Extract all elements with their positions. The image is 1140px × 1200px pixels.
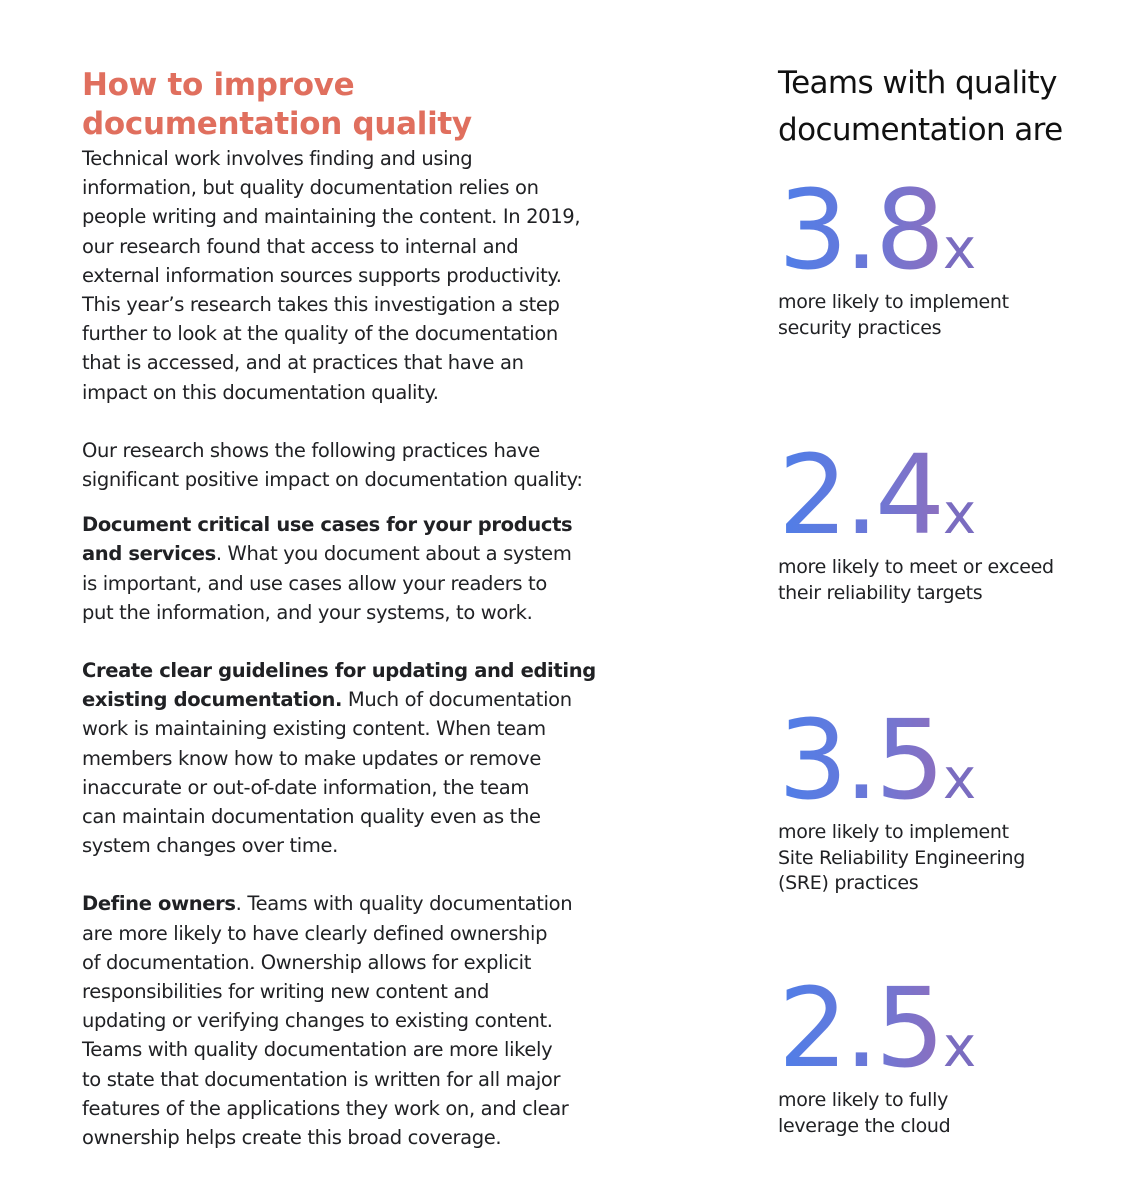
- stat-description: [778, 820, 1118, 897]
- text-line: that is accessed, and at practices that have an: [82, 351, 524, 375]
- stats-heading: [778, 60, 1118, 154]
- text-line: Technical work involves finding and using: [82, 147, 473, 170]
- practice-guidelines: [82, 656, 596, 860]
- text-line: [82, 889, 573, 918]
- stat-multiplier: x: [942, 1015, 977, 1080]
- text-line: are more likely to have clearly defined ownership: [82, 921, 548, 945]
- desc-line: leverage the cloud: [778, 1114, 951, 1137]
- stat-reliability: [778, 431, 1118, 606]
- heading-line: documentation are: [778, 112, 1063, 148]
- practice-use-cases: [82, 510, 573, 627]
- stat-number: 3.5: [778, 696, 941, 824]
- text-fragment: Much of documentation: [342, 688, 572, 712]
- body-content: [82, 144, 596, 1152]
- practice-heading: Document critical use cases for your products: [82, 513, 573, 537]
- stat-number: 2.5: [778, 964, 941, 1092]
- text-line: features of the applications they work on, and clear: [82, 1096, 569, 1120]
- text-line: information, but quality documentation relies on: [82, 176, 539, 200]
- stat-value: [778, 964, 1118, 1092]
- text-fragment: . Teams with quality documentation: [235, 892, 573, 916]
- desc-line: more likely to implement: [778, 821, 1009, 843]
- text-line: further to look at the quality of the documentation: [82, 322, 558, 346]
- text-line: responsibilities for writing new content and: [82, 980, 490, 1004]
- text-line: people writing and maintaining the content. In 2019,: [82, 205, 581, 229]
- text-line: [82, 539, 572, 568]
- text-line: [82, 685, 572, 714]
- text-line: ownership helps create this broad coverage.: [82, 1126, 502, 1150]
- desc-line: their reliability targets: [778, 581, 983, 604]
- text-line: This year’s research takes this investigation a step: [82, 293, 560, 317]
- desc-line: more likely to fully: [778, 1089, 949, 1111]
- stat-multiplier: x: [942, 482, 977, 547]
- text-line: inaccurate or out-of-date information, the team: [82, 775, 530, 799]
- text-line: significant positive impact on documentation quality:: [82, 468, 583, 492]
- desc-line: more likely to meet or exceed: [778, 556, 1054, 578]
- desc-line: security practices: [778, 316, 942, 339]
- stat-sre: [778, 696, 1118, 897]
- title-line: documentation quality: [82, 106, 472, 142]
- text-line: Our research shows the following practices have: [82, 438, 540, 462]
- desc-line: (SRE) practices: [778, 872, 919, 894]
- stat-value: [778, 431, 1118, 559]
- text-line: updating or verifying changes to existing content.: [82, 1009, 553, 1033]
- text-line: external information sources supports productivity.: [82, 263, 562, 287]
- practice-heading: and services: [82, 542, 216, 566]
- title-line: How to improve: [82, 67, 355, 103]
- practice-heading: Create clear guidelines for updating and editing: [82, 659, 596, 683]
- text-line: to state that documentation is written for all major: [82, 1067, 561, 1091]
- text-line: system changes over time.: [82, 834, 339, 858]
- text-line: Teams with quality documentation are more likely: [82, 1038, 553, 1062]
- research-paragraph: [82, 436, 583, 494]
- stat-cloud: [778, 964, 1118, 1139]
- intro-paragraph: [82, 144, 581, 407]
- desc-line: more likely to implement: [778, 291, 1009, 313]
- stat-value: [778, 166, 1118, 294]
- text-line: put the information, and your systems, to work.: [82, 600, 533, 624]
- text-line: can maintain documentation quality even as the: [82, 805, 541, 829]
- stat-number: 2.4: [778, 431, 941, 559]
- practice-heading: Define owners: [82, 892, 236, 916]
- text-line: of documentation. Ownership allows for explicit: [82, 950, 532, 974]
- text-line: impact on this documentation quality.: [82, 380, 439, 404]
- text-line: is important, and use cases allow your readers to: [82, 571, 547, 595]
- stat-description: [778, 1088, 1118, 1139]
- text-line: our research found that access to internal and: [82, 234, 519, 258]
- text-line: members know how to make updates or remove: [82, 746, 541, 770]
- stat-description: [778, 555, 1118, 606]
- practice-heading: existing documentation.: [82, 688, 343, 712]
- stat-security: [778, 166, 1118, 341]
- stats-column: [778, 60, 1118, 1137]
- stat-description: [778, 290, 1118, 341]
- page-title: [82, 66, 552, 144]
- text-fragment: . What you document about a system: [215, 542, 572, 566]
- text-line: work is maintaining existing content. When team: [82, 717, 546, 741]
- left-column: [82, 66, 596, 1152]
- desc-line: Site Reliability Engineering: [778, 846, 1025, 869]
- practice-owners: [82, 889, 573, 1152]
- stat-value: [778, 696, 1118, 824]
- heading-line: Teams with quality: [778, 65, 1057, 101]
- stat-number: 3.8: [778, 166, 941, 294]
- stat-multiplier: x: [942, 217, 977, 282]
- stat-multiplier: x: [942, 747, 977, 812]
